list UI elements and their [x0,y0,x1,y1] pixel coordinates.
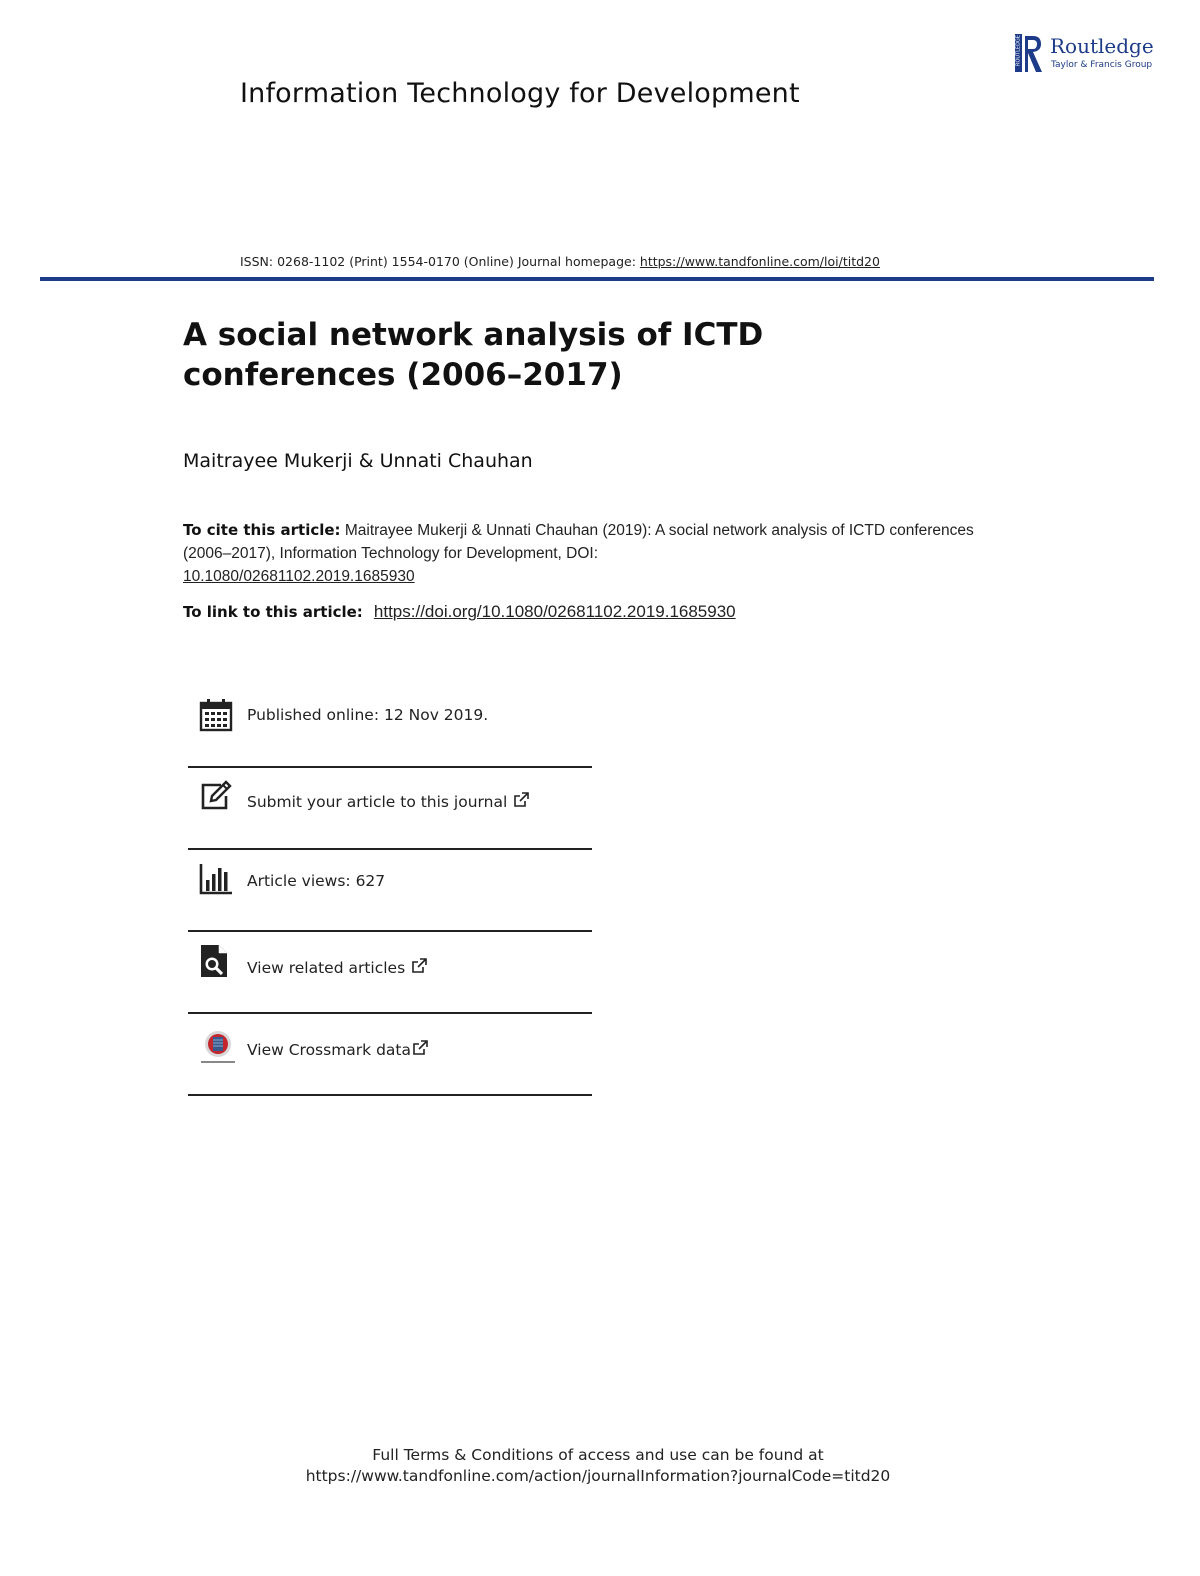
link-label: To link to this article: [183,603,363,621]
publisher-name: Routledge [1050,34,1154,58]
related-articles-link[interactable] [247,958,427,977]
article-authors: Maitrayee Mukerji & Unnati Chauhan [183,450,533,472]
doi-link[interactable]: 10.1080/02681102.2019.1685930 [183,568,415,585]
routledge-logo-icon [1014,32,1044,76]
journal-homepage-link[interactable]: https://www.tandfonline.com/loi/titd20 [639,254,880,269]
journal-title: Information Technology for Development [240,78,800,109]
document-search-icon [199,944,233,978]
crossmark-label: View Crossmark data [247,1041,411,1059]
submit-article-link[interactable] [247,792,529,811]
submit-article-row[interactable] [188,768,592,850]
article-views-row [188,850,592,932]
related-articles-row[interactable] [188,932,592,1014]
article-info-list [188,686,592,1096]
published-online-text: Published online: 12 Nov 2019. [247,706,489,724]
bar-chart-icon [199,862,233,896]
external-link-icon [412,1040,428,1056]
routledge-logo[interactable] [1014,32,1164,76]
external-link-icon [513,792,529,808]
submit-article-label: Submit your article to this journal [247,793,508,811]
issn-text: ISSN: 0268-1102 (Print) 1554-0170 (Online) Journal homepage: [240,254,640,269]
citation-block [183,519,983,588]
external-link-icon [411,958,427,974]
edit-icon [199,780,233,814]
calendar-icon [199,698,233,732]
cite-text: Maitrayee Mukerji & Unnati Chauhan (2019): A social network analysis of ICTD conferences (2006–2017), Information Technology for Development, DOI: [183,522,974,562]
cite-label: To cite this article: [183,521,341,539]
published-online-row [188,686,592,768]
article-doi-url[interactable]: https://doi.org/10.1080/02681102.2019.1685930 [373,602,736,621]
footer-terms [0,1445,1196,1487]
article-views-text: Article views: 627 [247,872,386,890]
crossmark-row[interactable] [188,1014,592,1096]
publisher-subtitle: Taylor & Francis Group [1051,60,1153,70]
article-link-line [183,602,736,622]
crossmark-link[interactable] [247,1040,428,1059]
related-articles-label: View related articles [247,959,406,977]
footer-terms-text: Full Terms & Conditions of access and use can be found at [372,1446,824,1464]
footer-terms-url[interactable]: https://www.tandfonline.com/action/journalInformation?journalCode=titd20 [305,1467,891,1485]
crossmark-icon [199,1028,237,1066]
issn-line [240,254,880,269]
header-divider [40,277,1154,281]
article-title: A social network analysis of ICTD conferences (2006–2017) [183,317,764,393]
svg-text:ROUTLEDGE: ROUTLEDGE [1015,35,1022,66]
